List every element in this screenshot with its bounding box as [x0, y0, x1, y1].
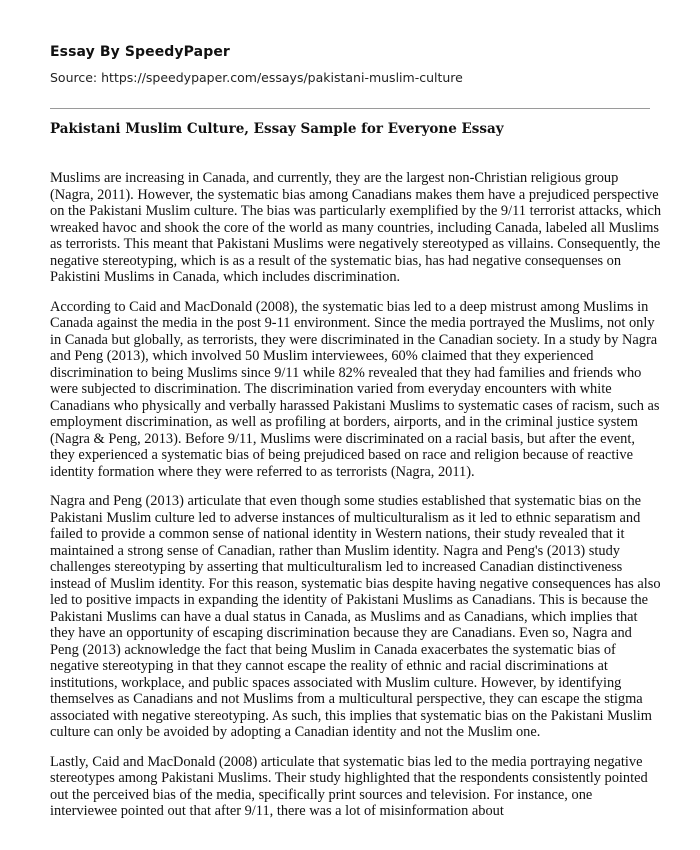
source-line: Source: https://speedypaper.com/essays/pakistani-muslim-culture — [50, 70, 463, 85]
essay-title: Pakistani Muslim Culture, Essay Sample for Everyone Essay — [50, 121, 504, 137]
paragraph-4: Lastly, Caid and MacDonald (2008) articulate that systematic bias led to the media portraying negative stereotypes among Pakistani Muslims. Their study highlighted that the respondents consistently pointed out the perceived bias of the media, specifically print sources and television. For instance, one interviewee pointed out that after 9/11, there was a lot of misinformation about — [50, 753, 648, 819]
paragraph-1: Muslims are increasing in Canada, and currently, they are the largest non-Christian religious group (Nagra, 2011). However, the systematic bias among Canadians makes them have a prejudiced perspective on the Pakistani Muslim culture. The bias was particularly exemplified by the 9/11 terrorist attacks, which wreaked havoc and shook the core of the world as many countries, including Canada, labeled all Muslims as terrorists. This meant that Pakistani Muslims were negatively stereotyped as villains. Consequently, the negative stereotyping, which is as a result of the systematic bias, has had negative consequenses on Pakistini Muslims in Canada, which includes discrimination. — [50, 170, 662, 285]
paragraph-2: According to Caid and MacDonald (2008), the systematic bias led to a deep mistrust among Muslims in Canada against the media in the post 9-11 environment. Since the media portrayed the Muslims, not only in Canada but globally, as terrorists, they were discriminated in the Canadian society. In a study by Nagra and Peng (2013), which involved 50 Muslim interviewees, 60% claimed that they experienced discrimination to being Muslims since 9/11 while 82% revealed that they had families and friends who were subjected to discrimination. The discrimination varied from everyday encounters with white Canadians who physically and verbally harassed Pakistani Muslims to systematic cases of racism, such as employment discrimination, as well as profiling at borders, airports, and in the criminal justice system (Nagra & Peng, 2013). Before 9/11, Muslims were discriminated on a racial basis, but after the event, they experienced a systematic bias of being prejudiced based on race and religion because of reactive identity formation where they were referred to as terrorists (Nagra, 2011). — [50, 298, 660, 480]
essay-body — [50, 170, 662, 833]
header-divider — [50, 108, 650, 109]
paragraph-3: Nagra and Peng (2013) articulate that even though some studies established that systematic bias on the Pakistani Muslim culture led to adverse instances of multiculturalism as it led to ethnic separatism and failed to provide a common sense of national identity in Western nations, their study revealed that it maintained a strong sense of Canadian, rather than Muslim identity. Nagra and Peng's (2013) study challenges stereotyping by asserting that multiculturalism led to increased Canadian distinctiveness instead of Muslim identity. For this reason, systematic bias despite having negative consequences has also led to positive impacts in expanding the identity of Pakistani Muslims as Canadians. This is because the Pakistani Muslims can have a dual status in Canada, as Muslims and as Canadians, which implies that they have an opportunity of escaping discrimination because they are Canadians. Even so, Nagra and Peng (2013) acknowledge the fact that being Muslim in Canada exacerbates the systematic bias of negative stereotyping in that they cannot escape the reality of ethnic and racial discriminations at institutions, workplace, and public spaces associated with Muslim culture. However, by identifying themselves as Canadians and not Muslims from a multicultural perspective, they can escape the stigma associated with negative stereotyping. As such, this implies that systematic bias on the Pakistani Muslim culture can only be avoided by adopting a Canadian identity and not the Muslim one. — [50, 493, 661, 740]
brand-title: Essay By SpeedyPaper — [50, 44, 230, 60]
